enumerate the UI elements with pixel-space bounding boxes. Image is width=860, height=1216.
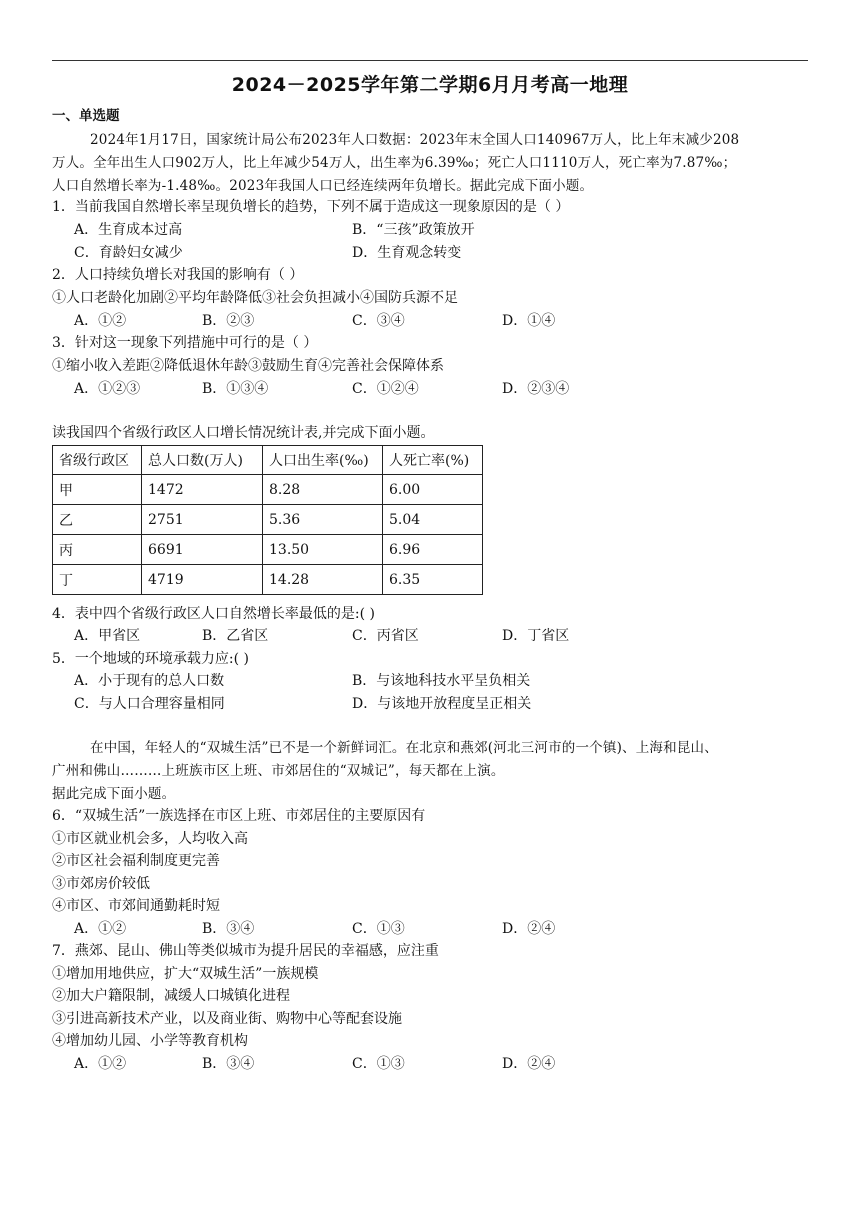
table-cell: 13.50: [263, 535, 383, 565]
table-cell: 8.28: [263, 475, 383, 505]
question-1-option-c[interactable]: C．育龄妇女减少: [74, 245, 183, 261]
question-3-stem: 3．针对这一现象下列措施中可行的是（ ）: [52, 335, 318, 351]
question-6-item-2: ②市区社会福利制度更完善: [52, 853, 220, 869]
question-7-option-b[interactable]: B．③④: [202, 1056, 255, 1072]
question-2-option-c[interactable]: C．③④: [352, 313, 405, 329]
table-cell: 6691: [142, 535, 263, 565]
question-3-option-b[interactable]: B．①③④: [202, 381, 269, 397]
table-header-cell: 省级行政区: [53, 446, 142, 475]
table-row: [53, 535, 483, 565]
question-6-option-c[interactable]: C．①③: [352, 921, 405, 937]
question-5-option-a[interactable]: A．小于现有的总人口数: [74, 673, 225, 689]
question-2-stem: 2．人口持续负增长对我国的影响有（ ）: [52, 267, 304, 283]
question-7-option-c[interactable]: C．①③: [352, 1056, 405, 1072]
passage-2-line-2: 广州和佛山………上班族市区上班、市郊居住的“双城记”，每天都在上演。: [52, 763, 505, 779]
passage-1-line-2: 万人。全年出生人口902万人，比上年减少54万人，出生率为6.39‰；死亡人口1110万人，死亡率为7.87‰；: [52, 155, 737, 171]
question-3-items: ①缩小收入差距②降低退休年龄③鼓励生育④完善社会保障体系: [52, 358, 444, 374]
question-3-option-d[interactable]: D．②③④: [502, 381, 570, 397]
question-7-item-3: ③引进高新技术产业，以及商业街、购物中心等配套设施: [52, 1011, 402, 1027]
question-2-option-a[interactable]: A．①②: [74, 313, 127, 329]
header-rule: [52, 60, 808, 61]
question-6-item-1: ①市区就业机会多，人均收入高: [52, 831, 248, 847]
table-cell: 5.04: [383, 505, 483, 535]
question-7-item-4: ④增加幼儿园、小学等教育机构: [52, 1033, 248, 1049]
population-table: [52, 445, 483, 595]
table-cell: 6.35: [383, 565, 483, 595]
question-7-stem: 7．燕郊、昆山、佛山等类似城市为提升居民的幸福感，应注重: [52, 943, 439, 959]
question-6-item-4: ④市区、市郊间通勤耗时短: [52, 898, 220, 914]
question-5-option-d[interactable]: D．与该地开放程度呈正相关: [352, 696, 532, 712]
question-2-items: ①人口老龄化加剧②平均年龄降低③社会负担减小④国防兵源不足: [52, 290, 458, 306]
table-row: [53, 505, 483, 535]
table-header-row: [53, 446, 483, 475]
question-2-option-b[interactable]: B．②③: [202, 313, 255, 329]
question-3-option-c[interactable]: C．①②④: [352, 381, 419, 397]
passage-1-line-1: 2024年1月17日，国家统计局公布2023年人口数据：2023年末全国人口140967万人，比上年末减少208: [90, 132, 740, 148]
question-2-option-d[interactable]: D．①④: [502, 313, 556, 329]
question-6-item-3: ③市郊房价较低: [52, 876, 150, 892]
question-1-option-d[interactable]: D．生育观念转变: [352, 245, 462, 261]
table-cell: 2751: [142, 505, 263, 535]
passage-2-line-1: 在中国，年轻人的“双城生活”已不是一个新鲜词汇。在北京和燕郊(河北三河市的一个镇)、上海和昆山、: [90, 740, 718, 756]
table-header-cell: 人口出生率(‰): [263, 446, 383, 475]
question-3-option-a[interactable]: A．①②③: [74, 381, 141, 397]
table-cell: 4719: [142, 565, 263, 595]
question-7-option-d[interactable]: D．②④: [502, 1056, 556, 1072]
question-4-option-d[interactable]: D．丁省区: [502, 628, 570, 644]
table-cell: 乙: [53, 505, 142, 535]
question-4-option-a[interactable]: A．甲省区: [74, 628, 141, 644]
passage-2-line-3: 据此完成下面小题。: [52, 786, 176, 802]
table-cell: 甲: [53, 475, 142, 505]
question-5-option-c[interactable]: C．与人口合理容量相同: [74, 696, 225, 712]
question-6-stem: 6．“双城生活”一族选择在市区上班、市郊居住的主要原因有: [52, 808, 426, 824]
page-title: 2024－2025学年第二学期6月月考高一地理: [231, 74, 629, 96]
question-4-option-b[interactable]: B．乙省区: [202, 628, 269, 644]
table-header-cell: 人死亡率(%): [383, 446, 483, 475]
table-cell: 5.36: [263, 505, 383, 535]
question-5-option-b[interactable]: B．与该地科技水平呈负相关: [352, 673, 531, 689]
question-7-item-2: ②加大户籍限制，减缓人口城镇化进程: [52, 988, 290, 1004]
section-heading: 一、单选题: [52, 108, 120, 124]
question-5-stem: 5．一个地域的环境承载力应:( ): [52, 651, 249, 667]
question-7-item-1: ①增加用地供应，扩大“双城生活”一族规模: [52, 966, 319, 982]
question-1-stem: 1．当前我国自然增长率呈现负增长的趋势，下列不属于造成这一现象原因的是（ ）: [52, 199, 570, 215]
question-7-option-a[interactable]: A．①②: [74, 1056, 127, 1072]
table-intro: 读我国四个省级行政区人口增长情况统计表,并完成下面小题。: [52, 425, 435, 441]
table-cell: 丙: [53, 535, 142, 565]
table-row: [53, 475, 483, 505]
question-4-option-c[interactable]: C．丙省区: [352, 628, 419, 644]
passage-1-line-3: 人口自然增长率为-1.48‰。2023年我国人口已经连续两年负增长。据此完成下面小题。: [52, 178, 594, 194]
passage-2: [52, 737, 812, 806]
question-4-stem: 4．表中四个省级行政区人口自然增长率最低的是:( ): [52, 606, 375, 622]
question-1-option-a[interactable]: A．生育成本过高: [74, 222, 183, 238]
table-header-cell: 总人口数(万人): [142, 446, 263, 475]
question-6-option-b[interactable]: B．③④: [202, 921, 255, 937]
question-6-option-d[interactable]: D．②④: [502, 921, 556, 937]
table-cell: 丁: [53, 565, 142, 595]
table-cell: 1472: [142, 475, 263, 505]
table-row: [53, 565, 483, 595]
table-cell: 6.96: [383, 535, 483, 565]
table-cell: 6.00: [383, 475, 483, 505]
question-6-option-a[interactable]: A．①②: [74, 921, 127, 937]
passage-1: [52, 129, 812, 198]
table-cell: 14.28: [263, 565, 383, 595]
question-1-option-b[interactable]: B．“三孩”政策放开: [352, 222, 475, 238]
